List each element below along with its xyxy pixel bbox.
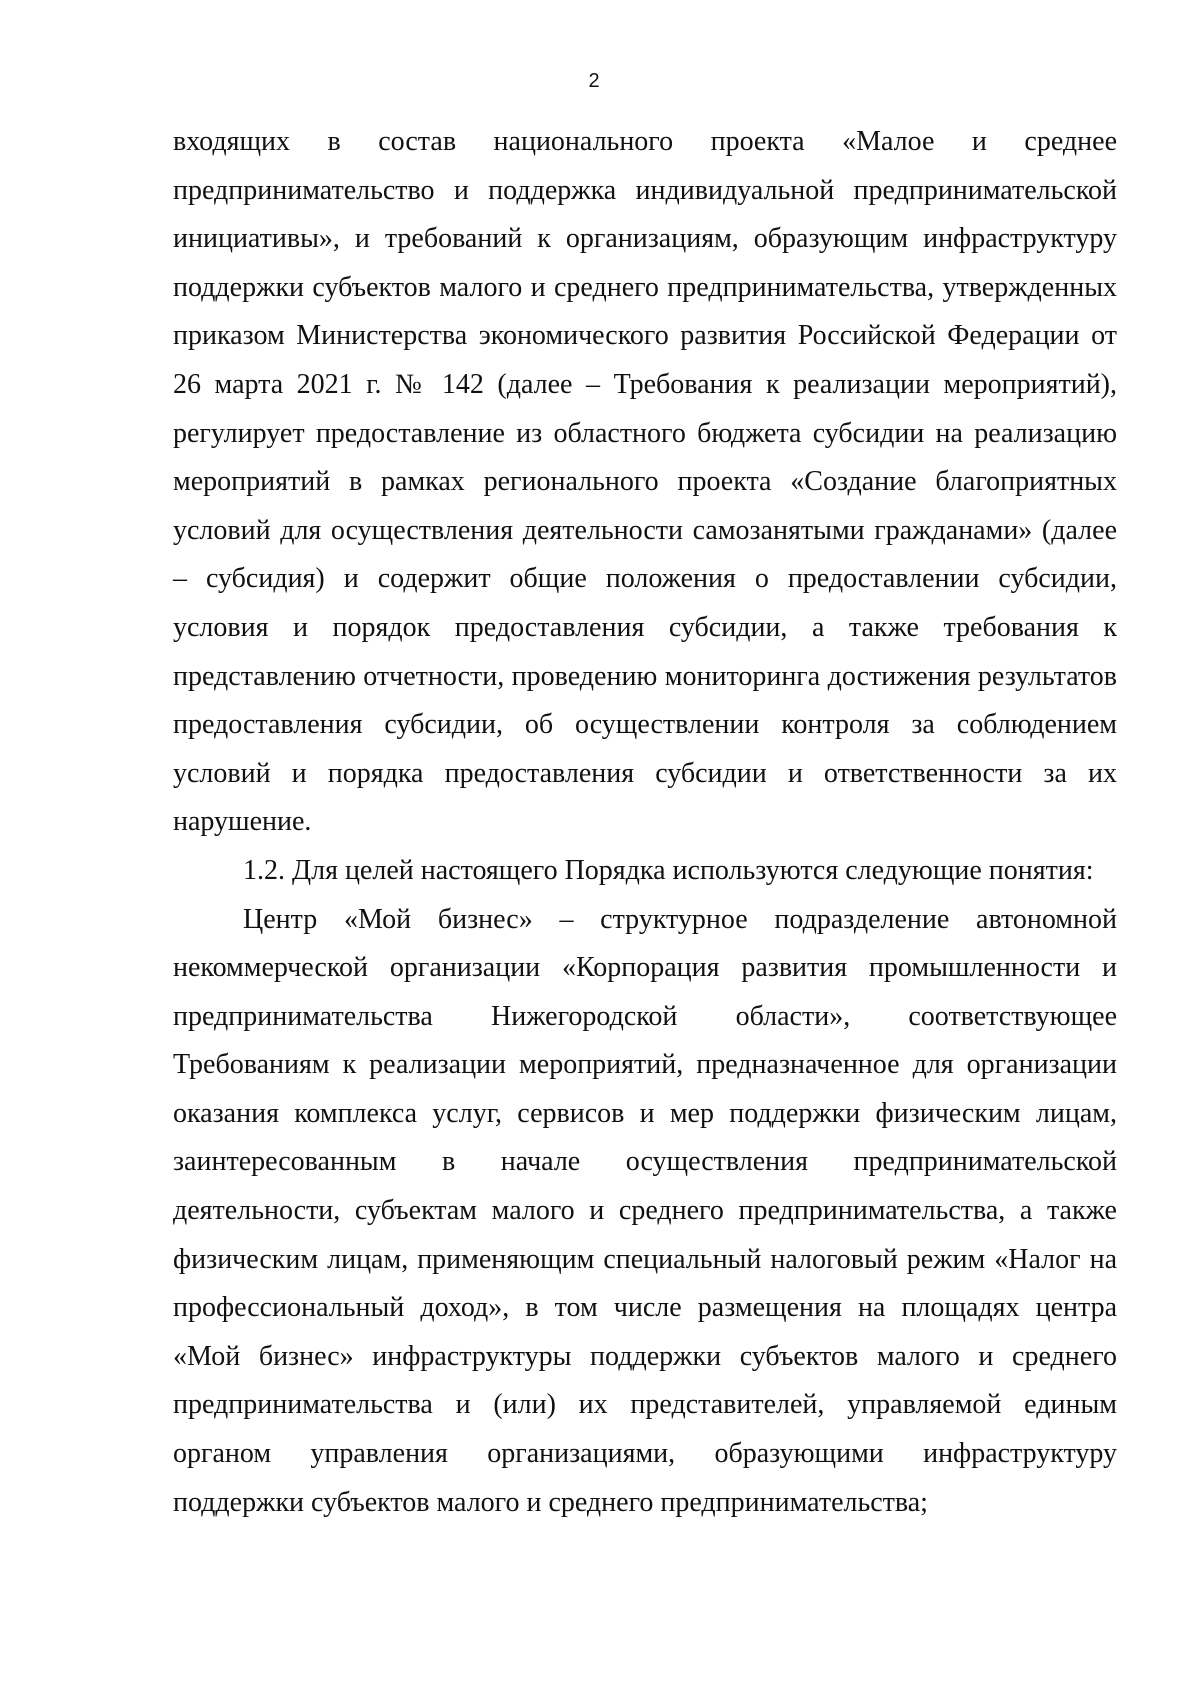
document-body [173, 118, 1117, 1527]
paragraph-continuation: входящих в состав национального проекта «Малое и среднее предпринимательство и поддержка индивидуальной предпринимательской инициативы», и требований к организациям, образующим инфраструктуру поддержки субъектов малого и среднего предпринимательства, утвержденных приказом Министерства экономического развития Российской Федерации от 26 марта 2021 г. № 142 (далее – Требования к реализации мероприятий), регулирует предоставление из областного бюджета субсидии на реализацию мероприятий в рамках регионального проекта «Создание благоприятных условий для осуществления деятельности самозанятыми гражданами» (далее – субсидия) и содержит общие положения о предоставлении субсидии, условия и порядок предоставления субсидии, а также требования к представлению отчетности, проведению мониторинга достижения результатов предоставления субсидии, об осуществлении контроля за соблюдением условий и порядка предоставления субсидии и ответственности за их нарушение. [173, 126, 1117, 838]
paragraph-section-1-2: 1.2. Для целей настоящего Порядка используются следующие понятия: [243, 854, 1094, 886]
page-number: 2 [588, 70, 600, 92]
paragraph-definition-center: Центр «Мой бизнес» – структурное подразделение автономной некоммерческой организации «Корпорация развития промышленности и предпринимательства Нижегородской области», соответствующее Требованиям к реализации мероприятий, предназначенное для организации оказания комплекса услуг, сервисов и мер поддержки физическим лицам, заинтересованным в начале осуществления предпринимательской деятельности, субъектам малого и среднего предпринимательства, а также физическим лицам, применяющим специальный налоговый режим «Налог на профессиональный доход», в том числе размещения на площадях центра «Мой бизнес» инфраструктуры поддержки субъектов малого и среднего предпринимательства и (или) их представителей, управляемой единым органом управления организациями, образующими инфраструктуру поддержки субъектов малого и среднего предпринимательства; [173, 903, 1117, 1518]
